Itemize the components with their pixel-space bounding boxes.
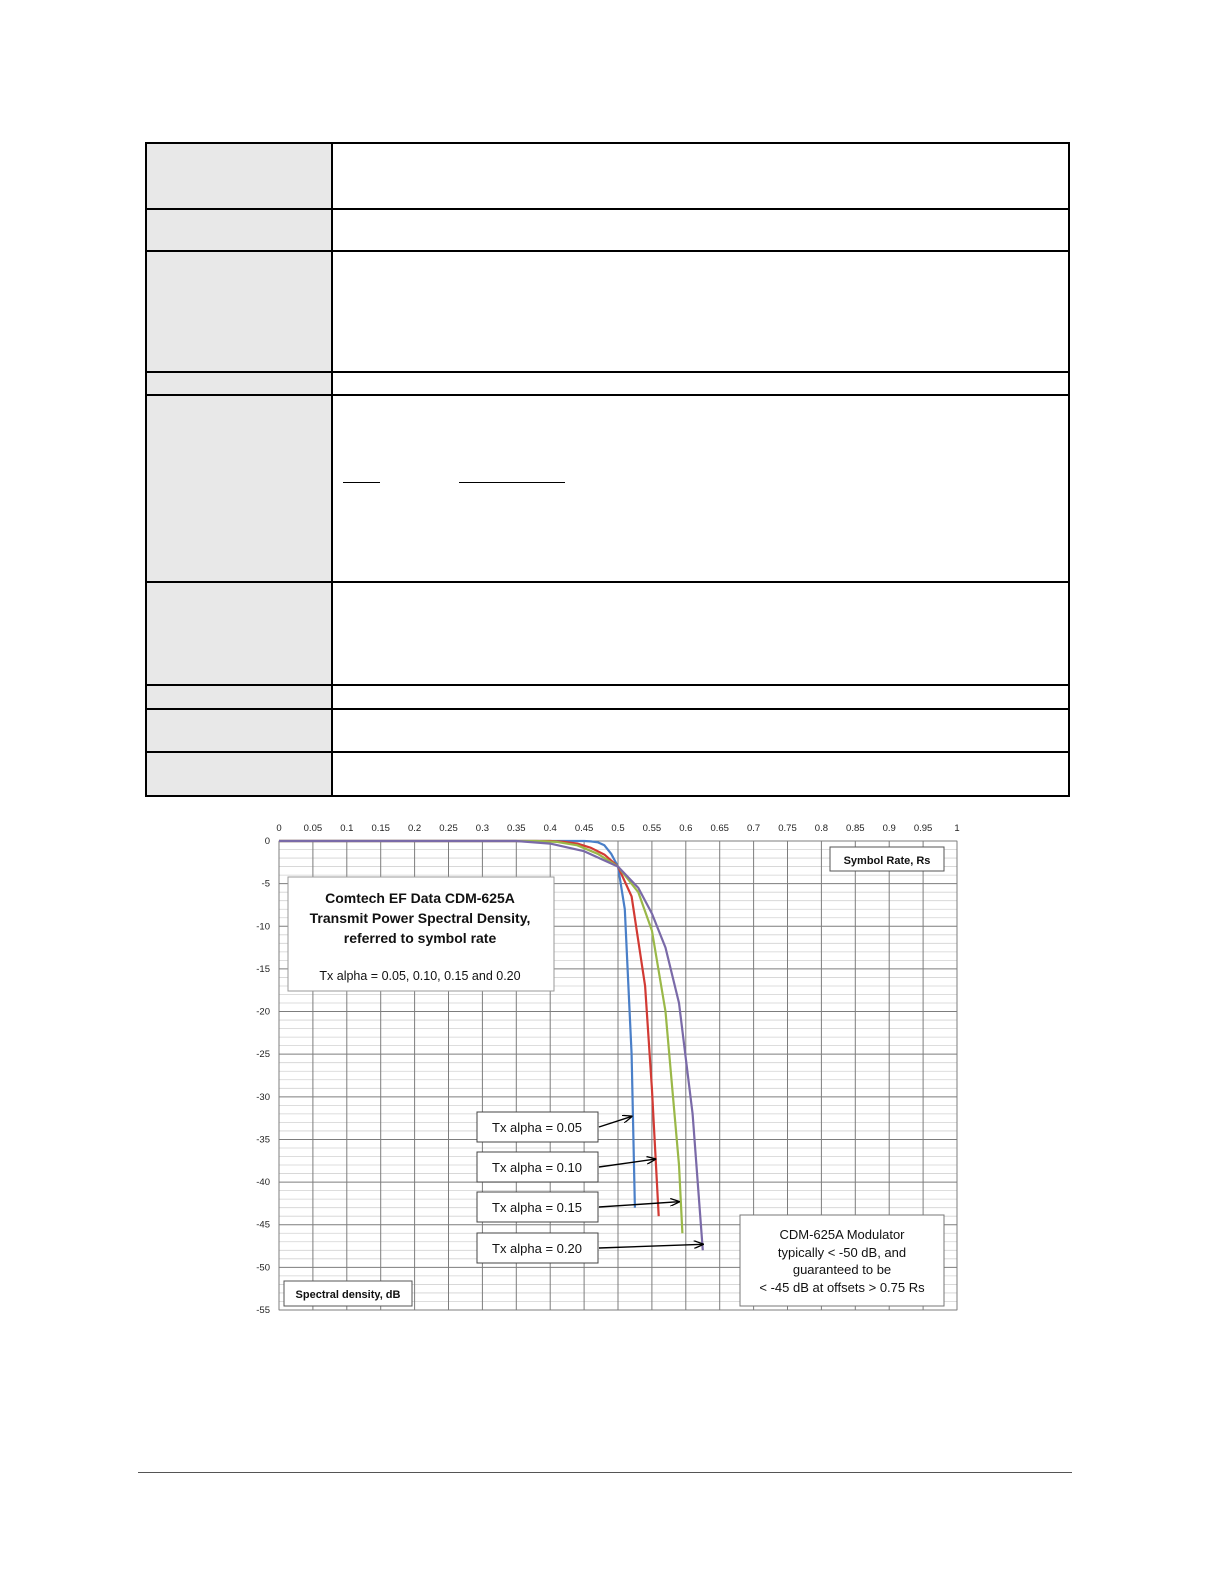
chart-subtitle: Tx alpha = 0.05, 0.10, 0.15 and 0.20 xyxy=(319,969,521,983)
row-label-cell xyxy=(147,210,333,250)
y-tick-label: 0 xyxy=(264,836,270,847)
footer-rule xyxy=(138,1472,1072,1473)
row-value-cell xyxy=(333,396,1068,581)
x-tick-label: 0.15 xyxy=(371,823,390,834)
modulator-note-line-2: typically < -50 dB, and xyxy=(777,1245,907,1260)
x-tick-label: 0.1 xyxy=(340,823,354,834)
title-box xyxy=(288,877,554,991)
x-tick-label: 0.45 xyxy=(574,823,594,834)
y-tick-label: -50 xyxy=(256,1262,270,1274)
row-label-cell xyxy=(147,710,333,751)
row-value-cell xyxy=(333,583,1068,684)
underline xyxy=(459,482,565,483)
x-tick-label: 1 xyxy=(954,823,960,834)
row-value-cell xyxy=(333,144,1068,208)
spec-table xyxy=(145,142,1070,797)
row-label-cell xyxy=(147,396,333,581)
y-tick-label: -15 xyxy=(256,963,270,975)
x-tick-labels xyxy=(276,823,959,834)
x-tick-label: 0.8 xyxy=(814,823,829,834)
x-tick-label: 0.25 xyxy=(439,823,458,834)
y-axis-label: Spectral density, dB xyxy=(295,1289,401,1301)
series-label-text: Tx alpha = 0.15 xyxy=(492,1200,582,1215)
modulator-note-line-3: guaranteed to be xyxy=(792,1262,892,1277)
underline xyxy=(343,482,380,483)
row-value-cell xyxy=(333,686,1068,708)
table-row xyxy=(147,373,1068,396)
table-row xyxy=(147,686,1068,710)
x-tick-label: 0.65 xyxy=(710,823,729,834)
table-row xyxy=(147,144,1068,210)
x-axis-label-box xyxy=(830,847,944,871)
x-tick-label: 0.05 xyxy=(303,823,323,834)
chart-title-line-1: Comtech EF Data CDM-625A xyxy=(325,890,515,906)
x-axis-label: Symbol Rate, Rs xyxy=(843,855,931,867)
y-tick-label: -5 xyxy=(261,878,270,890)
modulator-note-line-4: < -45 dB at offsets > 0.75 Rs xyxy=(759,1280,925,1295)
row-label-cell xyxy=(147,686,333,708)
table-row xyxy=(147,710,1068,753)
x-tick-label: 0.7 xyxy=(746,823,761,834)
table-row xyxy=(147,252,1068,373)
row-value-cell xyxy=(333,753,1068,795)
x-tick-label: 0.95 xyxy=(913,823,933,834)
x-tick-label: 0.55 xyxy=(642,823,662,834)
x-tick-label: 0 xyxy=(276,823,282,834)
row-label-cell xyxy=(147,583,333,684)
row-label-cell xyxy=(147,144,333,208)
y-tick-label: -20 xyxy=(256,1006,270,1018)
row-value-cell xyxy=(333,210,1068,250)
row-label-cell xyxy=(147,373,333,394)
modulator-note-line-1: CDM-625A Modulator xyxy=(779,1227,905,1242)
psd-chart xyxy=(240,815,970,1320)
y-tick-label: -10 xyxy=(256,921,270,933)
row-value-cell xyxy=(333,710,1068,751)
x-tick-label: 0.2 xyxy=(407,823,422,834)
y-tick-label: -40 xyxy=(256,1177,270,1189)
y-tick-label: -55 xyxy=(256,1305,270,1316)
x-tick-label: 0.75 xyxy=(778,823,797,834)
table-row xyxy=(147,396,1068,583)
x-tick-label: 0.4 xyxy=(543,823,557,834)
y-tick-labels xyxy=(256,836,270,1316)
table-row xyxy=(147,210,1068,252)
row-label-cell xyxy=(147,753,333,795)
y-axis-label-box xyxy=(284,1281,412,1306)
row-value-cell xyxy=(333,373,1068,394)
x-tick-label: 0.85 xyxy=(846,823,865,834)
x-tick-label: 0.9 xyxy=(882,823,896,834)
y-tick-label: -25 xyxy=(256,1049,270,1061)
row-label-cell xyxy=(147,252,333,371)
series-label-text: Tx alpha = 0.10 xyxy=(492,1160,582,1175)
chart-title-line-3: referred to symbol rate xyxy=(343,930,497,946)
series-label-text: Tx alpha = 0.05 xyxy=(492,1120,582,1135)
x-tick-label: 0.6 xyxy=(679,823,693,834)
x-tick-label: 0.5 xyxy=(611,823,625,834)
table-row xyxy=(147,583,1068,686)
y-tick-label: -35 xyxy=(256,1134,270,1146)
x-tick-label: 0.35 xyxy=(507,823,526,834)
psd-chart-svg xyxy=(240,815,970,1320)
y-tick-label: -30 xyxy=(256,1091,270,1103)
table-row xyxy=(147,753,1068,795)
row-value-cell xyxy=(333,252,1068,371)
y-tick-label: -45 xyxy=(256,1219,270,1231)
series-label-text: Tx alpha = 0.20 xyxy=(492,1241,582,1256)
x-tick-label: 0.3 xyxy=(475,823,490,834)
chart-title-line-2: Transmit Power Spectral Density, xyxy=(309,910,531,926)
modulator-note-box xyxy=(740,1215,944,1306)
